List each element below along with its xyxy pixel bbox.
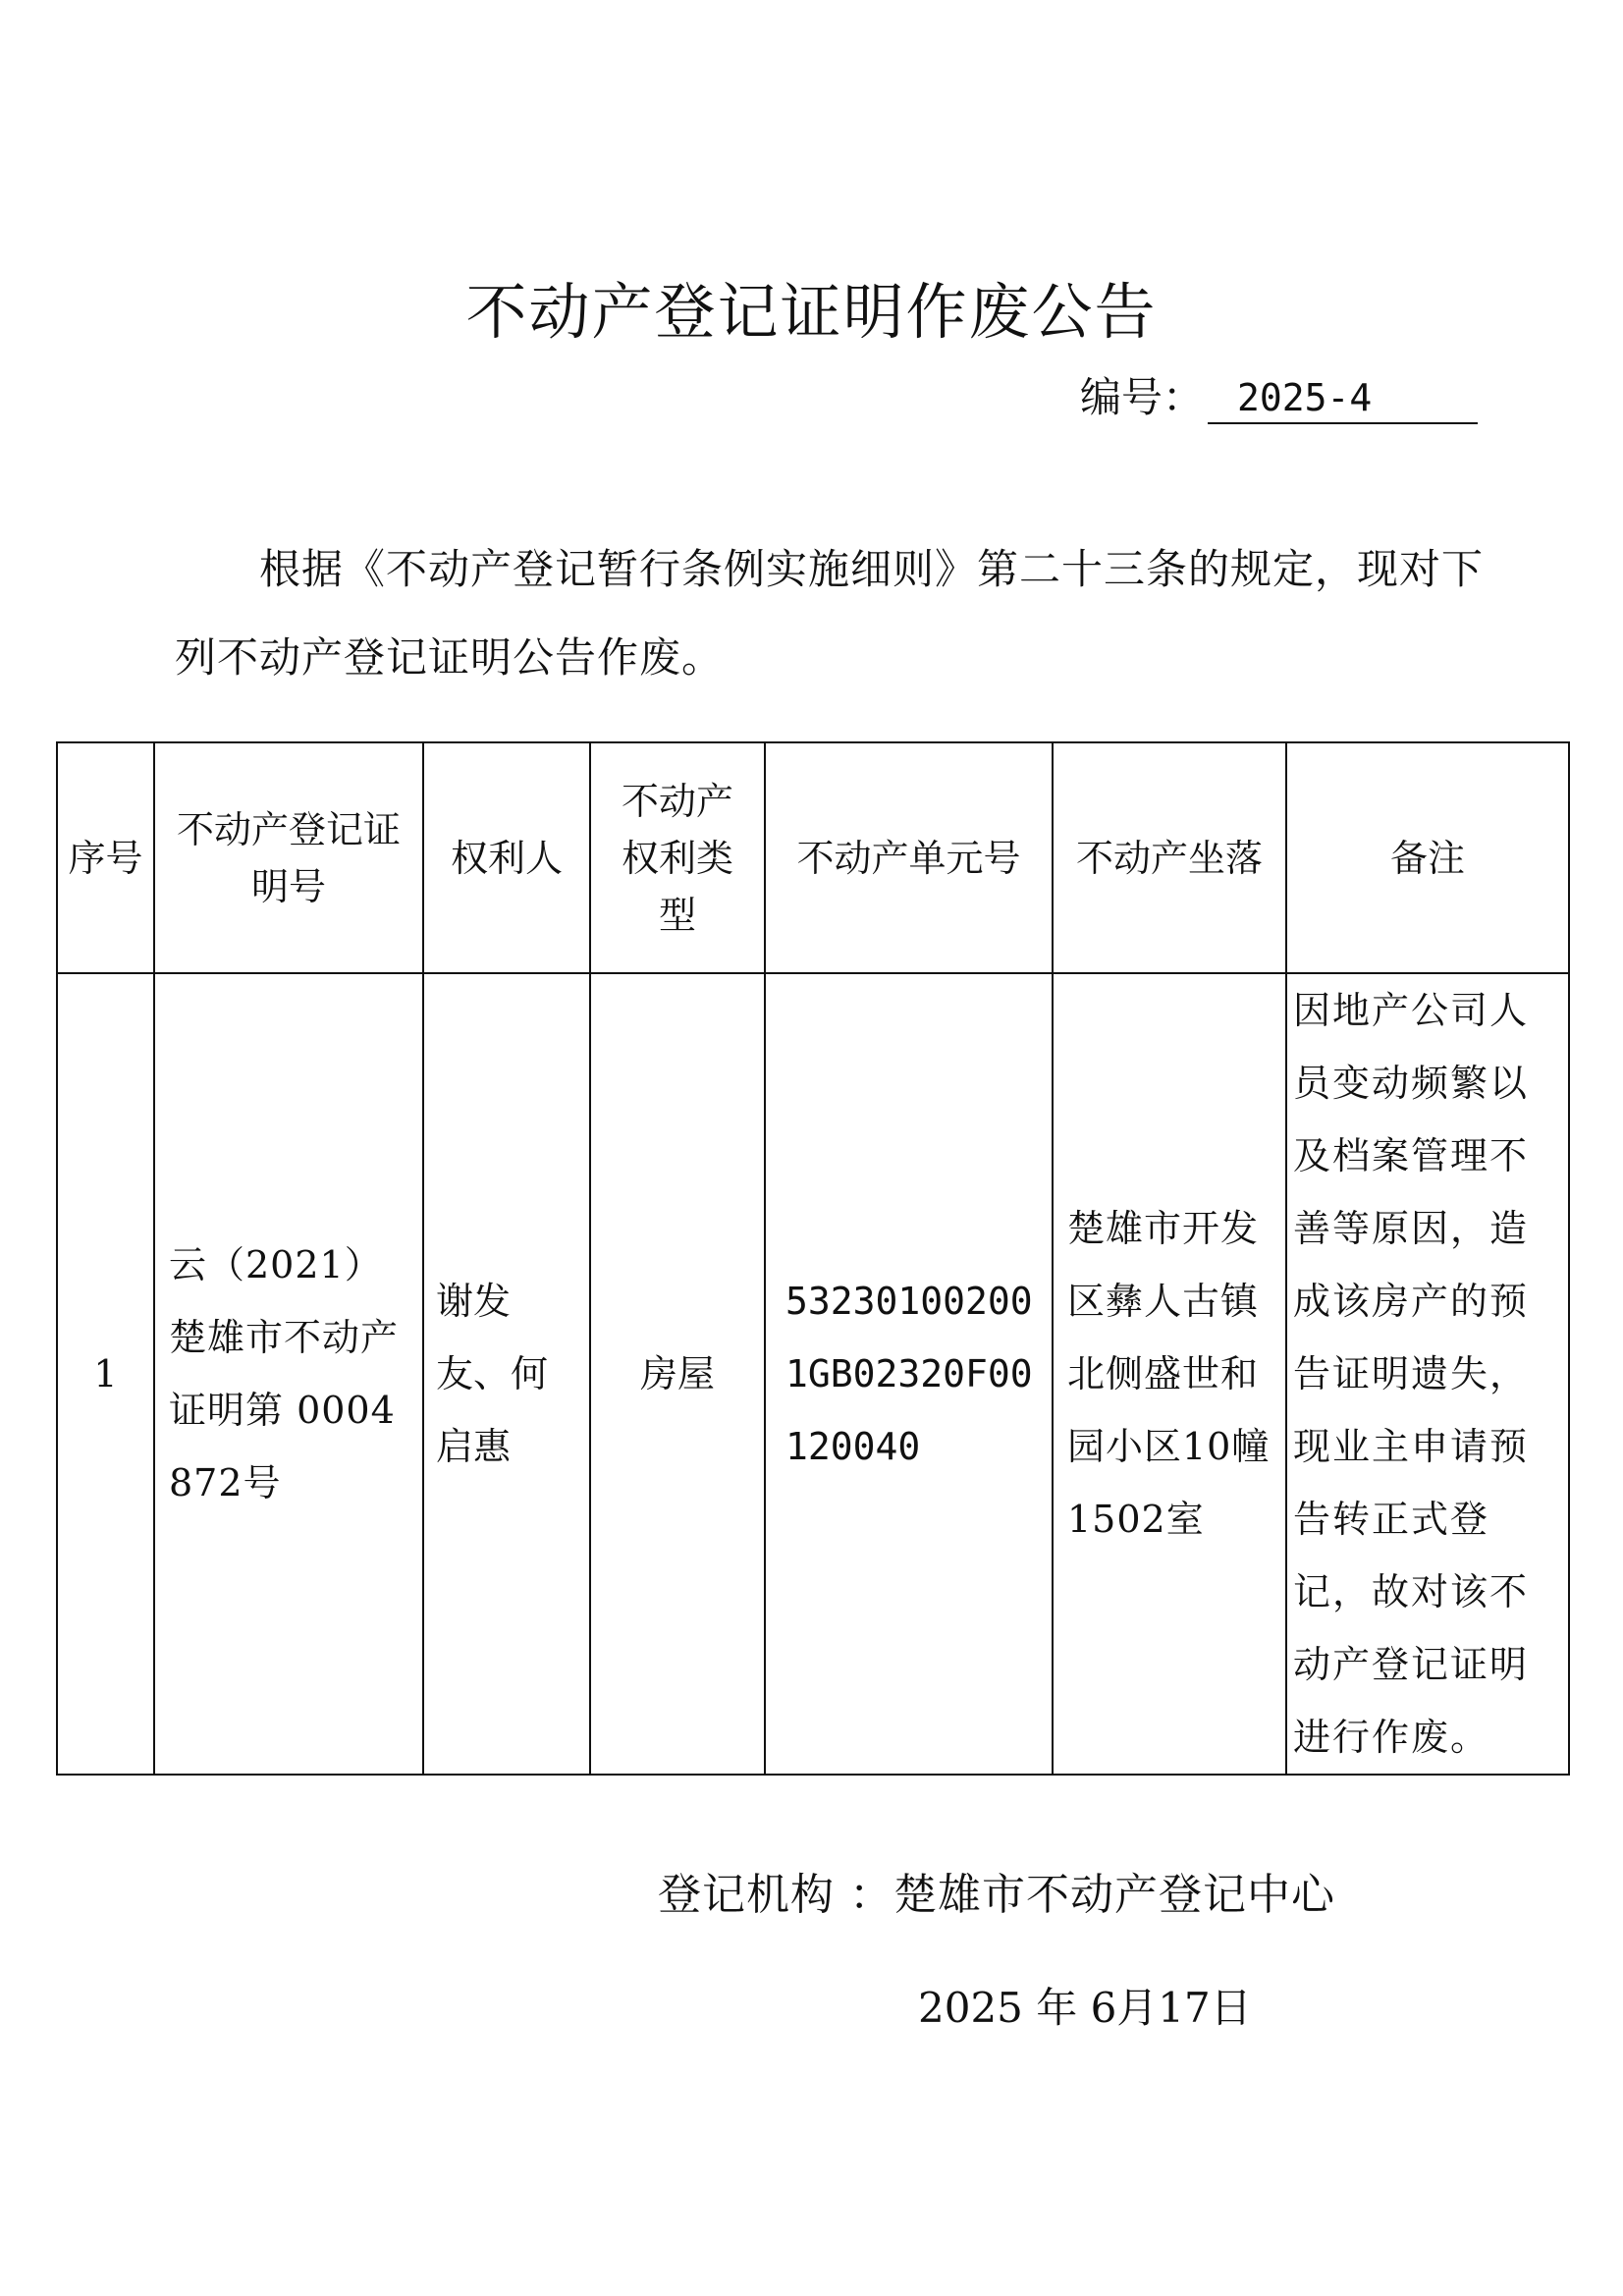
- cell-seq: 1: [57, 973, 154, 1775]
- notice-intro: 根据《不动产登记暂行条例实施细则》第二十三条的规定，现对下列不动产登记证明公告作废。: [175, 545, 1485, 682]
- cell-right-type: 房屋: [590, 973, 765, 1775]
- header-holder: 权利人: [423, 742, 590, 973]
- void-certificate-table: [56, 741, 1570, 1776]
- table-row: [57, 973, 1569, 1775]
- registration-agency: 登记机构 ：楚雄市不动产登记中心: [658, 1870, 1335, 1920]
- table-header-row: [57, 742, 1569, 973]
- notice-number-value: 2025-4: [1208, 363, 1478, 424]
- notice-title: 不动产登记证明作废公告: [465, 276, 1158, 348]
- notice-number-label: 编号：: [1080, 373, 1205, 421]
- header-cert-no: 不动产登记证明号: [154, 742, 423, 973]
- cell-unit-no: 532301002001GB02320F00120040: [765, 973, 1053, 1775]
- cell-remark: 因地产公司人员变动频繁以及档案管理不善等原因，造成该房产的预告证明遗失，现业主申请预告转正式登记，故对该不动产登记证明进行作废。: [1286, 973, 1569, 1775]
- cell-holder: 谢发友、何启惠: [423, 973, 590, 1775]
- header-unit-no: 不动产单元号: [765, 742, 1053, 973]
- cell-cert-no: 云（2021）楚雄市不动产证明第 0004872号: [154, 973, 423, 1775]
- header-location: 不动产坐落: [1053, 742, 1286, 973]
- header-remark: 备注: [1286, 742, 1569, 973]
- header-seq: 序号: [57, 742, 154, 973]
- notice-number: [1080, 363, 1483, 432]
- header-right-type: 不动产权利类型: [590, 742, 765, 973]
- cell-location: 楚雄市开发区彝人古镇北侧盛世和园小区10幢1502室: [1053, 973, 1286, 1775]
- notice-date: 2025 年 6月17日: [918, 1984, 1252, 2032]
